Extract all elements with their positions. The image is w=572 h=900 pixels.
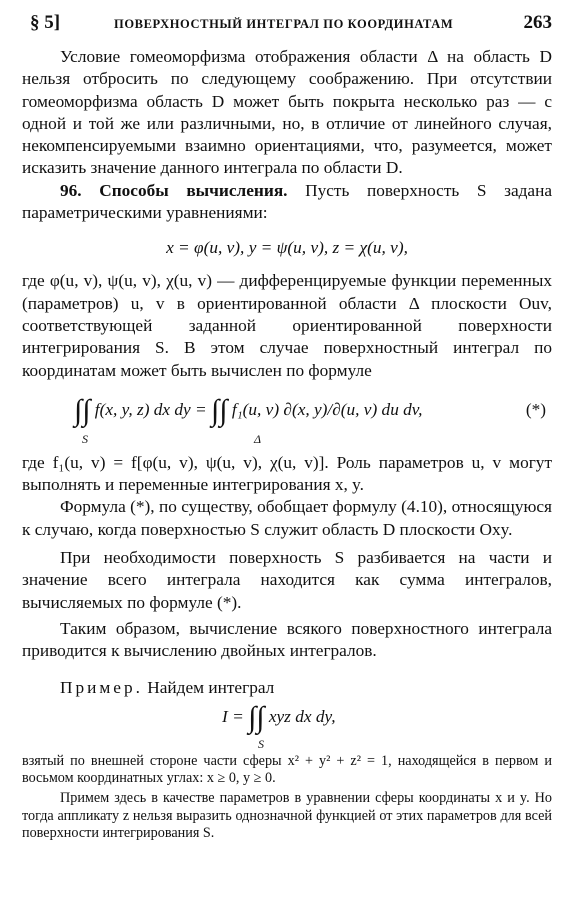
running-header — [22, 12, 552, 42]
example-label: Пример. — [60, 677, 143, 697]
paragraph-parameters: Примем здесь в качестве параметров в уравнении сферы координаты x и y. Но тогда аппликату z нельзя выразить однозначной функцией от этих параметров для всей поверхности интегрирования S. — [22, 790, 552, 842]
paragraph-generalization: Формула (*), по существу, обобщает формулу (4.10), относящуюся к случаю, когда поверхностью S служит область D плоскости Oxy. — [22, 497, 552, 539]
formula-main — [22, 393, 552, 446]
section-heading: 96. Способы вычисления. — [60, 180, 288, 200]
example-text: Найдем интеграл — [147, 677, 275, 697]
section-number: § 5] — [30, 12, 61, 33]
formula-example — [22, 700, 552, 751]
paragraph-homeomorphism: Условие гомеоморфизма отображения области Δ на область D нельзя отбросить по следующему соображению. При отсутствии гомеоморфизма область D может быть покрыта несколько раз — с одной и той же или различными, но, в отличие от линейного случая, некомпенсируемыми взаимно ориентациями, что, разумеется, может исказить значение данного интеграла по области D. — [22, 47, 552, 178]
formula-main-right: f₁(u, v) ∂(x, y)/∂(u, v) du dv, — [231, 399, 423, 419]
double-integral-symbol: ∫∫ — [74, 393, 91, 427]
paragraph-methods — [22, 180, 552, 225]
formula-example-integrand: xyz dx dy, — [268, 706, 336, 726]
double-integral-symbol: ∫∫ — [211, 393, 228, 427]
header-title: ПОВЕРХНОСТНЫЙ ИНТЕГРАЛ ПО КООРДИНАТАМ — [114, 17, 454, 31]
integral-domain-s: S — [82, 431, 88, 446]
formula-parametric: x = φ(u, v), y = ψ(u, v), z = χ(u, v), — [166, 238, 408, 258]
paragraph-conclusion: Таким образом, вычисление всякого поверхностного интеграла приводится к вычислению двойных интегралов. — [22, 618, 552, 661]
formula-example-lhs: I = — [222, 706, 244, 726]
book-page — [22, 12, 552, 843]
page-number: 263 — [523, 12, 552, 33]
double-integral-symbol: ∫∫ — [248, 700, 265, 734]
paragraph-partition: При необходимости поверхность S разбивается на части и значение всего интеграла находится как сумма интегралов, вычисляемых по формуле (*). — [22, 548, 552, 612]
paragraph-sphere: взятый по внешней стороне части сферы x² + y² + z² = 1, находящейся в первом и восьмом координатных углах: x ≥ 0, y ≥ 0. — [22, 752, 552, 787]
formula-main-left: f(x, y, z) dx dy = — [94, 399, 207, 419]
formula-tag: (*) — [525, 399, 546, 419]
example-intro — [22, 677, 552, 699]
paragraph-definitions: где φ(u, v), ψ(u, v), χ(u, v) — дифференцируемые функции переменных (параметров) u, v в ориентированной области Δ плоскости Ouv, соответствующей заданной ориентированной поверхности интегрирования S. В этом случае поверхностный интеграл по координатам может быть вычислен по формуле — [22, 271, 552, 380]
paragraph-f1-definition: где f₁(u, v) = f[φ(u, v), ψ(u, v), χ(u, v)]. Роль параметров u, v могут выполнять и переменные интегрирования x, y. — [22, 452, 552, 495]
integral-domain-s: S — [258, 736, 264, 751]
paragraph-methods-text: Пусть поверхность S задана параметрическими уравнениями: — [22, 180, 552, 223]
integral-domain-delta: Δ — [254, 431, 262, 446]
